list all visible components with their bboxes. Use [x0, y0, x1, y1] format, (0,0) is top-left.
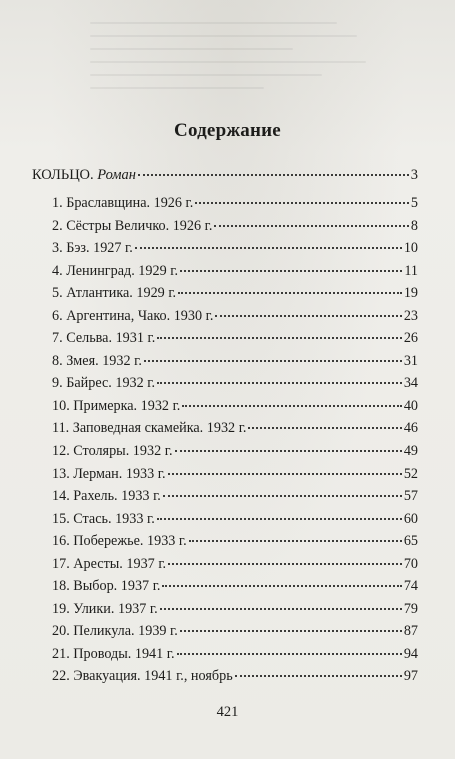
toc-entry-label: 12. Столяры. 1932 г.	[52, 443, 173, 460]
toc-entry-label: 16. Побережье. 1933 г.	[52, 533, 187, 550]
toc-main-entry	[32, 166, 418, 184]
toc-entry-label: 2. Сёстры Величко. 1926 г.	[52, 217, 213, 234]
toc-entry-page: 74	[403, 578, 418, 595]
toc-entry-label: 7. Сельва. 1931 г.	[52, 330, 156, 347]
toc-entry	[52, 667, 418, 690]
leader-dots	[138, 174, 409, 176]
toc-entry-page: 60	[403, 510, 418, 527]
toc-entry-label: 19. Улики. 1937 г.	[52, 600, 158, 617]
toc-entry-page: 10	[403, 240, 418, 257]
leader-dots	[162, 585, 401, 587]
toc-entry-page: 65	[403, 533, 418, 550]
toc-main-page: 3	[410, 167, 418, 183]
toc-entry	[52, 555, 418, 578]
leader-dots	[180, 630, 402, 632]
bleed-through-text	[90, 22, 380, 132]
toc-entry	[52, 510, 418, 533]
toc-entry-label: 3. Бэз. 1927 г.	[52, 240, 133, 257]
toc-entry	[52, 532, 418, 555]
toc-entry	[52, 329, 418, 352]
toc-entry	[52, 239, 418, 262]
page-title: Содержание	[174, 120, 281, 141]
toc-entry-page: 87	[403, 623, 418, 640]
toc-entry-page: 40	[403, 397, 418, 414]
toc-entry-label: 10. Примерка. 1932 г.	[52, 397, 181, 414]
toc-entry-page: 5	[410, 195, 418, 211]
toc-entry-label: 5. Атлантика. 1929 г.	[52, 285, 177, 302]
toc-entry	[52, 645, 418, 668]
toc-entry	[52, 352, 418, 375]
leader-dots	[248, 427, 401, 429]
toc-entry	[52, 577, 418, 600]
toc-entry-label: 13. Лерман. 1933 г.	[52, 465, 166, 482]
toc-entry	[52, 262, 418, 285]
toc-entry	[52, 442, 418, 465]
leader-dots	[144, 360, 402, 362]
toc-entry-label: 9. Байрес. 1932 г.	[52, 375, 156, 392]
toc-entry-page: 19	[403, 285, 418, 302]
toc-entry	[52, 194, 418, 217]
leader-dots	[215, 315, 401, 317]
toc-entry-page: 34	[403, 375, 418, 392]
toc-entry-label: 14. Рахель. 1933 г.	[52, 488, 161, 505]
toc-entry-page: 70	[403, 555, 418, 572]
toc-entry-page: 79	[403, 600, 418, 617]
toc-entry-page: 8	[410, 217, 418, 234]
toc-entry	[52, 465, 418, 488]
toc-entry	[52, 374, 418, 397]
leader-dots	[160, 608, 402, 610]
toc-entry-label: 11. Заповедная скамейка. 1932 г.	[52, 420, 247, 437]
leader-dots	[235, 675, 402, 677]
toc-entry	[52, 622, 418, 645]
toc-entry-page: 49	[403, 443, 418, 460]
toc-entry-page: 11	[404, 262, 418, 279]
toc-entry	[52, 217, 418, 240]
toc-entry-label: 21. Проводы. 1941 г.	[52, 645, 175, 662]
toc-entry-page: 23	[403, 307, 418, 324]
leader-dots	[168, 563, 402, 565]
toc-entry-label: 4. Ленинград. 1929 г.	[52, 262, 178, 279]
leader-dots	[175, 450, 402, 452]
toc-entry-label: 1. Браславщина. 1926 г.	[52, 195, 194, 211]
toc-entry-label: 6. Аргентина, Чако. 1930 г.	[52, 307, 214, 324]
leader-dots	[157, 518, 402, 520]
toc-entry	[52, 419, 418, 442]
toc-entry-page: 46	[403, 420, 418, 437]
toc-entry-label: 17. Аресты. 1937 г.	[52, 555, 167, 572]
leader-dots	[182, 405, 401, 407]
leader-dots	[214, 225, 409, 227]
leader-dots	[180, 270, 402, 272]
toc-entry	[52, 307, 418, 330]
leader-dots	[189, 540, 402, 542]
toc-entry-label: 22. Эвакуация. 1941 г., ноябрь	[52, 668, 233, 685]
toc-entry-page: 57	[403, 488, 418, 505]
toc-main-label: КОЛЬЦО. Роман	[32, 167, 136, 183]
toc-entry-page: 26	[403, 330, 418, 347]
toc-entry-page: 94	[403, 645, 418, 662]
leader-dots	[177, 653, 402, 655]
toc-entry-page: 97	[403, 668, 418, 685]
toc-entry-label: 8. Змея. 1932 г.	[52, 352, 142, 369]
toc-entry	[52, 487, 418, 510]
toc-list	[52, 194, 418, 690]
leader-dots	[195, 202, 409, 204]
toc-entry-label: 15. Стась. 1933 г.	[52, 510, 155, 527]
toc-entry-page: 52	[403, 465, 418, 482]
leader-dots	[178, 292, 402, 294]
leader-dots	[157, 382, 402, 384]
toc-entry	[52, 397, 418, 420]
leader-dots	[168, 473, 402, 475]
leader-dots	[135, 247, 402, 249]
toc-entry	[52, 600, 418, 623]
leader-dots	[163, 495, 402, 497]
toc-entry-page: 31	[403, 352, 418, 369]
toc-entry-label: 20. Пеликула. 1939 г.	[52, 623, 178, 640]
toc-entry-label: 18. Выбор. 1937 г.	[52, 578, 161, 595]
toc-entry	[52, 284, 418, 307]
page-number: 421	[216, 704, 239, 720]
leader-dots	[157, 337, 402, 339]
